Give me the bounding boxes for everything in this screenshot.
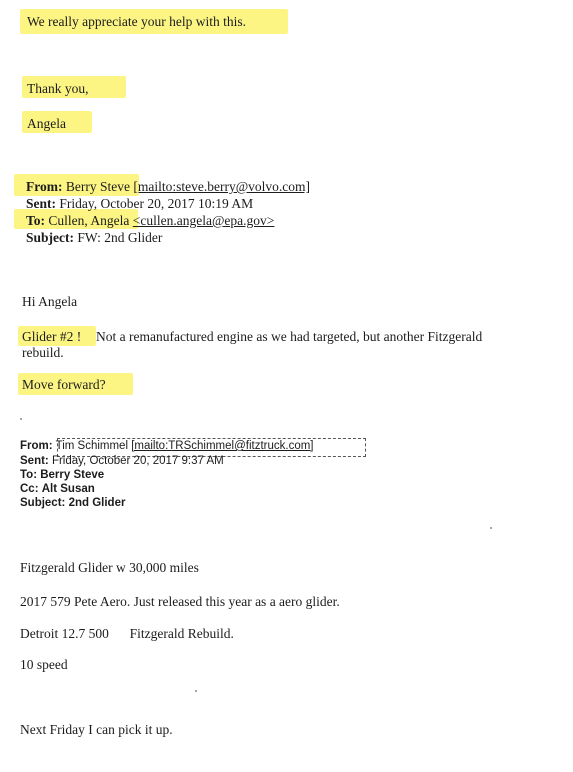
scan-speck	[490, 527, 492, 529]
forward-subject-row	[26, 229, 162, 246]
forward-sent-value: Friday, October 20, 2017 10:19 AM	[59, 196, 254, 211]
scan-speck	[195, 690, 197, 692]
body-line-4: 10 speed	[20, 657, 68, 672]
glider-label: Glider #2 !	[22, 329, 82, 344]
forward-subject-label: Subject:	[26, 230, 74, 245]
forward-to-value: Cullen, Angela	[48, 213, 133, 228]
greeting-line: Hi Angela	[22, 294, 78, 309]
forward-to-email[interactable]: <cullen.angela@epa.gov>	[132, 213, 275, 228]
forward-from-row	[26, 178, 310, 195]
appreciate-line: We really appreciate your help with this.	[27, 14, 246, 29]
original-from-row	[20, 440, 314, 453]
body-line-1: Fitzgerald Glider w 30,000 miles	[20, 560, 199, 575]
forward-to-label: To:	[26, 213, 46, 228]
body-line-3-rebuild: Fitzgerald Rebuild.	[129, 626, 234, 641]
original-from-value: Tim Schimmel	[55, 440, 132, 452]
thanks-line: Thank you,	[27, 81, 89, 96]
forward-subject-value: FW: 2nd Glider	[77, 230, 163, 245]
body-line-2: 2017 579 Pete Aero. Just released this year as a aero glider.	[20, 594, 340, 609]
original-sent-label: Sent:	[20, 455, 49, 467]
forward-sent-label: Sent:	[26, 196, 56, 211]
original-cc-row	[20, 483, 95, 496]
original-cc-label: Cc:	[20, 483, 39, 495]
body-line-5: Next Friday I can pick it up.	[20, 722, 173, 737]
body-line-3	[20, 625, 234, 642]
forward-from-value: Berry Steve	[65, 179, 134, 194]
scan-speck	[20, 418, 22, 420]
original-to-row	[20, 469, 104, 482]
glider-text-continued: rebuild.	[22, 345, 64, 360]
move-forward-line: Move forward?	[22, 377, 106, 392]
original-cc-value: Alt Susan	[41, 483, 95, 495]
glider-text: Not a remanufactured engine as we had targeted, but another Fitzgerald	[95, 329, 483, 344]
original-sent-value: Friday, October 20, 2017 9:37 AM	[51, 455, 224, 467]
original-to-value: Berry Steve	[40, 469, 105, 481]
original-from-label: From:	[20, 440, 53, 452]
body-line-3-engine: Detroit 12.7 500	[20, 626, 109, 641]
original-from-email[interactable]: [mailto:TRSchimmel@fitztruck.com]	[131, 440, 314, 452]
original-subject-row	[20, 497, 125, 510]
original-subject-label: Subject:	[20, 497, 66, 509]
glider-row	[22, 328, 482, 345]
forward-sent-row	[26, 195, 253, 212]
forward-from-email[interactable]: [mailto:steve.berry@volvo.com]	[133, 179, 310, 194]
original-subject-value: 2nd Glider	[68, 497, 126, 509]
original-to-label: To:	[20, 469, 38, 481]
original-sent-row	[20, 455, 224, 468]
signature-name: Angela	[27, 116, 66, 131]
forward-from-label: From:	[26, 179, 63, 194]
forward-to-row	[26, 212, 274, 229]
